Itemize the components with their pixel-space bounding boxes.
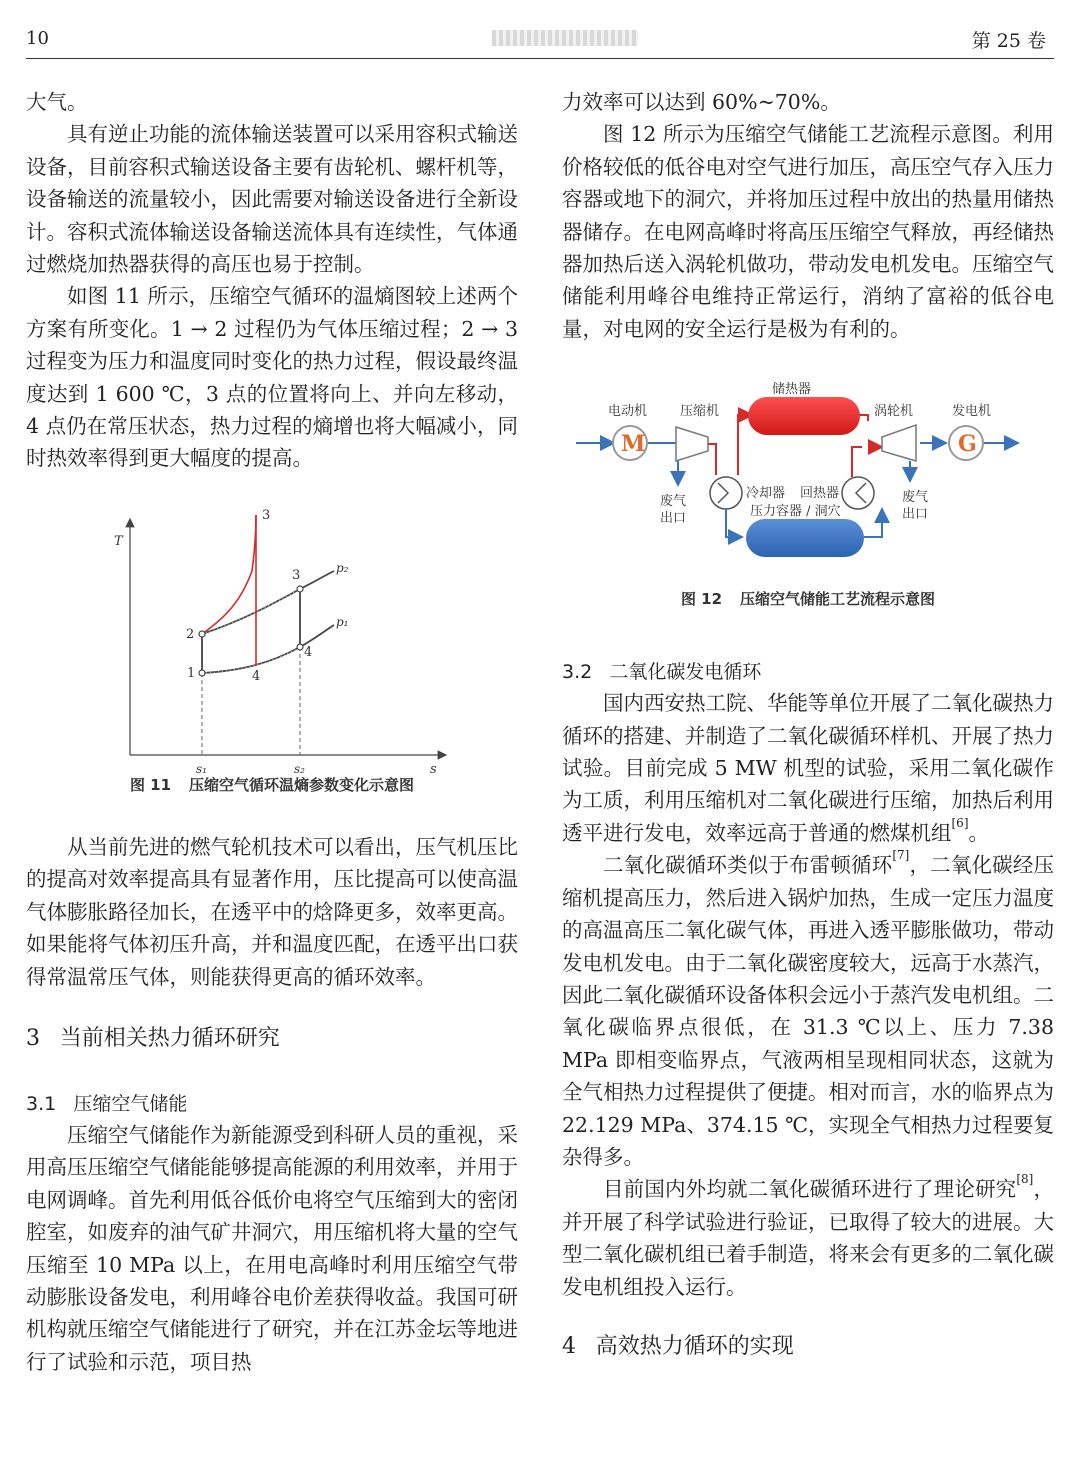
paragraph: 大气。: [26, 90, 88, 114]
point-label-1: 1: [187, 665, 196, 681]
paragraph: 压缩空气储能作为新能源受到科研人员的重视，采用高压压缩空气储能能够提高能源的利用效率，并用于电网调峰。首先利用低谷低价电将空气压缩到大的密闭腔室，如废弃的油气矿井洞穴，用压缩机将大量的空气压缩至 10 MPa 以上，在用电高峰时利用压缩空气带动膨胀设备发电，利用峰谷电价差获得收益。我国可研机构就压缩空气储能进行了研究，并在江苏金坛等地进行了试验和示范，项目热: [26, 1122, 518, 1374]
axis-label-T: T: [114, 533, 123, 549]
cooler-icon: [710, 477, 742, 509]
heat-storage-vessel: [748, 397, 860, 435]
axis-label-s: s: [430, 761, 437, 777]
citation-6: [6]: [951, 815, 969, 830]
label-exhaust-right: 废气: [902, 490, 929, 506]
label-compressor: 压缩机: [680, 404, 720, 420]
label-cooler: 冷却器: [746, 486, 786, 502]
isobar-p1: [202, 625, 334, 673]
section-heading-4: 4 高效热力循环的实现: [562, 1333, 794, 1359]
paragraph: 力效率可以达到 60%~70%。: [562, 90, 841, 114]
tick-label-s1: s₁: [196, 761, 207, 776]
generator-symbol: G: [958, 431, 977, 458]
point-label-3: 3: [292, 567, 301, 583]
right-column: [562, 86, 1054, 1363]
citation-8: [8]: [1016, 1172, 1034, 1187]
point-label-4: 4: [304, 644, 313, 660]
compressor-icon: [676, 427, 708, 461]
pressure-vessel: [746, 519, 864, 557]
figure-12: [562, 377, 1054, 657]
label-exhaust-right-2: 出口: [902, 507, 929, 523]
tick-label-s2: s₂: [294, 761, 305, 776]
caption-text: 压缩空气储能工艺流程示意图: [740, 590, 936, 609]
label-turbine: 涡轮机: [874, 404, 914, 420]
volume-label: 第 25 卷: [971, 30, 1046, 52]
point-label-3top: 3: [262, 507, 271, 523]
isobar-p2: [202, 571, 334, 634]
label-exhaust-left-2: 出口: [660, 511, 687, 527]
figure-11: [26, 497, 518, 827]
left-column: [26, 86, 518, 1378]
paragraph: 目前国内外均就二氧化碳循环进行了理论研究[8]，并开展了科学试验进行验证，已取得了较大的进展。大型二氧化碳机组已着手制造，将来会有更多的二氧化碳发电机组投入运行。: [562, 1172, 1055, 1299]
isobar-p2-dotted: [202, 589, 300, 634]
paragraph: 二氧化碳循环类似于布雷顿循环[7]，二氧化碳经压缩机提高压力，然后进入锅炉加热，生成一定压力温度的高温高压二氧化碳气体，再进入透平膨胀做功，带动发电机发电。由于二氧化碳密度较大，远高于水蒸汽，因此二氧化碳循环设备体积会远小于蒸汽发电机组。二氧化碳临界点很低，在 31.3 ℃以上、压力 7.38 MPa 即相变临界点，气液两相呈现相同状态，这就为全气相热力过程提供了便捷。相对而言，水的临界点为 22.129 MPa、374.15 ℃，实现全气相热力过程要复杂得多。: [562, 848, 1055, 1169]
point-label-2: 2: [186, 626, 195, 642]
caption-number: 图 12: [680, 590, 723, 609]
point-4: [297, 644, 303, 650]
label-motor: 电动机: [608, 404, 648, 420]
ts-diagram: [26, 497, 518, 787]
reheater-icon: [842, 477, 874, 509]
paragraph: 图 12 所示为压缩空气储能工艺流程示意图。利用价格较低的低谷电对空气进行加压，高压空气存入压力容器或地下的洞穴，并将加压过程中放出的热量用储热器储存。在电网高峰时将高压压缩空气释放，再经储热器加热后送入涡轮机做功，带动发电机发电。压缩空气储能利用峰谷电维持正常运行，消纳了富裕的低谷电量，对电网的安全运行是极为有利的。: [562, 122, 1054, 341]
paragraph: 从当前先进的燃气轮机技术可以看出，压气机压比的提高对效率提高具有显著作用，压比提高可以使高温气体膨胀路径加长，在透平中的焓降更多，效率更高。如果能将气体初压升高，并和温度匹配，在透平出口获得常温常压气体，则能获得更高的循环效率。: [26, 834, 518, 989]
label-reheater: 回热器: [800, 486, 840, 502]
figure-12-caption: [562, 589, 1054, 609]
paragraph: 具有逆止功能的流体输送装置可以采用容积式输送设备，目前容积式输送设备主要有齿轮机、螺杆机等，设备输送的流量较小，因此需要对输送设备进行全新设计。容积式流体输送设备输送流体具有连续性，气体通过燃烧加热器获得的高压也易于控制。: [26, 122, 518, 277]
point-label-4b: 4: [252, 668, 261, 684]
page-header: [26, 22, 1054, 59]
journal-name-blurred: [492, 30, 638, 46]
subsection-heading-3-2: 3.2 二氧化碳发电循环: [562, 661, 762, 684]
subsection-heading-3-1: 3.1 压缩空气储能: [26, 1092, 188, 1115]
paragraph: 如图 11 所示，压缩空气循环的温熵图较上述两个方案有所变化。1 → 2 过程仍为气体压缩过程；2 → 3 过程变为压力和温度同时变化的热力过程，假设最终温度达到 1 600 ℃，3 点的位置将向上、并向左移动，4 点仍在常压状态，热力过程的熵增也将大幅减小，同时热效率得到更大幅度的提高。: [26, 284, 518, 471]
isobar-p1-dotted: [202, 647, 300, 673]
page-number: 10: [26, 28, 49, 49]
caes-flow-diagram: [562, 377, 1054, 613]
label-heat-storage: 储热器: [772, 382, 812, 398]
citation-7: [7]: [892, 848, 910, 863]
point-1: [199, 670, 205, 676]
motor-symbol: M: [621, 431, 646, 458]
label-p1: p₁: [336, 614, 349, 629]
paragraph: 国内西安热工院、华能等单位开展了二氧化碳热力循环的搭建、并制造了二氧化碳循环样机、开展了热力试验。目前完成 5 MW 机型的试验，采用二氧化碳作为工质，利用压缩机对二氧化碳进行压缩，加热后利用透平进行发电，效率远高于普通的燃煤机组[6]。: [562, 691, 1054, 845]
turbine-icon: [882, 425, 916, 461]
section-heading-3: 3 当前相关热力循环研究: [26, 1025, 280, 1051]
caption-number: 图 11: [129, 775, 172, 794]
caption-text: 压缩空气循环温熵参数变化示意图: [189, 775, 415, 794]
label-vessel: 压力容器 / 洞穴: [750, 504, 841, 520]
label-generator: 发电机: [952, 404, 992, 420]
label-exhaust-left: 废气: [660, 494, 687, 510]
point-2: [199, 631, 205, 637]
label-p2: p₂: [336, 560, 349, 575]
point-3: [297, 586, 303, 592]
figure-11-caption: [26, 775, 518, 795]
